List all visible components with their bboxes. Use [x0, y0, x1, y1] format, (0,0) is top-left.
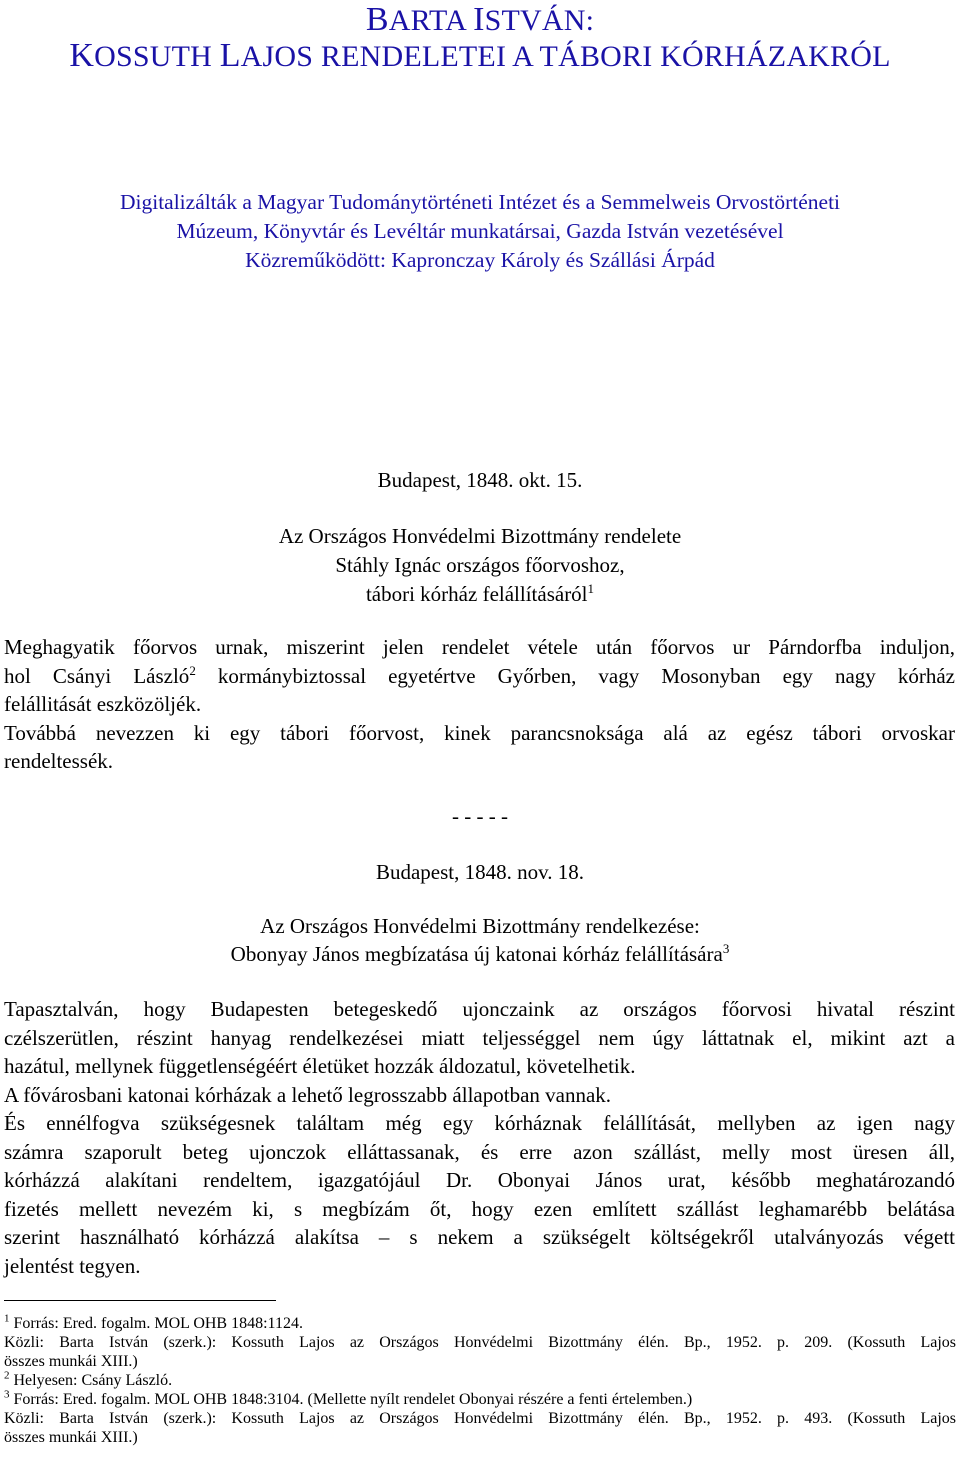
author-given-rest: STVÁN: [484, 4, 595, 37]
author-initial: B [365, 1, 389, 38]
text-line: rendeltessék. [4, 749, 114, 773]
text-line: fizetés mellett nevezém ki, s megbízám őt, hogy ezen említett szállást leghamarébb belátása [4, 1196, 955, 1221]
footnote-ref[interactable]: 2 [189, 662, 196, 678]
footnote-text: Forrás: Ered. fogalm. MOL OHB 1848:1124. [9, 1315, 303, 1332]
footnote-2 [4, 1371, 956, 1390]
section-heading [0, 940, 960, 968]
paragraph [4, 633, 955, 776]
heading-text: Obonyay János megbízatása új katonai kórház felállítására [230, 942, 723, 966]
text-line: hazátul, mellynek függetlenségéért életüket hozzák áldozatul, követelhetik. [4, 1054, 636, 1078]
section-heading: Az Országos Honvédelmi Bizottmány rendelete [278, 524, 682, 548]
paragraph [4, 995, 955, 1280]
dateline: Budapest, 1848. nov. 18. [375, 860, 585, 884]
footnote-text: összes munkái XIII.) [4, 1429, 138, 1446]
text-line: Tapasztalván, hogy Budapesten betegeskedő ujonczaink az országos főorvosi hivatal részint [4, 997, 955, 1021]
footnote-number: 2 [4, 1369, 10, 1382]
text-line: szerint használható kórházzá alakítsa – s nekem a szükségelt költségekről utalványozás végett [4, 1225, 955, 1249]
section-separator: - - - - - [452, 804, 508, 828]
text-line: És ennélfogva szükségesnek találtam még egy kórháznak felállítását, mellyben az igen nagy [4, 1111, 955, 1135]
text-line: Meghagyatik főorvos urnak, miszerint jelen rendelet vétele után főorvos ur Párndorfba induljon, [4, 635, 955, 659]
footnote-text: összes munkái XIII.) [4, 1353, 138, 1370]
footnote-text: Forrás: Ered. fogalm. MOL OHB 1848:3104. (Mellette nyílt rendelet Obonyai részére a fenti értelemben.) [9, 1391, 693, 1408]
text-line: Továbbá nevezzen ki egy tábori főorvost, kinek parancsnoksága alá az egész tábori orvoskar [4, 720, 955, 745]
footnote-ref[interactable]: 3 [722, 941, 730, 956]
text-line: kórházzá alakítani rendeltem, igazgatójául Dr. Obonyai János urat, később meghatározandó [4, 1168, 955, 1192]
digitization-credits [0, 188, 960, 275]
title-part-2: AJOS RENDELETEI A TÁBORI KÓRHÁZAKRÓL [240, 40, 891, 73]
title-initial: K [69, 37, 95, 74]
section-heading: Stáhly Ignác országos főorvoshoz, [335, 553, 625, 577]
text-line: számra szaporult beteg ujonczok elláttassanak, és erre azon szállást, melly most üresen áll, [4, 1139, 955, 1164]
text-line: felállitását eszközöljék. [4, 692, 202, 716]
section-heading [0, 580, 960, 608]
text-line [4, 662, 955, 691]
footnote-1 [4, 1314, 956, 1333]
text-line: jelentést tegyen. [4, 1253, 141, 1278]
heading-text: tábori kórház felállításáról [365, 582, 588, 606]
text-span: hol Csányi László [4, 663, 190, 688]
footnote-text: Közli: Barta István (szerk.): Kossuth Lajos az Országos Honvédelmi Bizottmány élén. Bp., 1952. p. 493. (Kossuth Lajos [4, 1410, 956, 1427]
text-line: czélszerütlen, részint hanyag rendelkezései miatt teljességgel nem úgy láttatnak el, mikint azt a [4, 1025, 955, 1050]
credits-line: Közreműködött: Kapronczay Károly és Szállási Árpád [245, 248, 715, 272]
footnotes [4, 1314, 956, 1447]
credits-line: Digitalizálták a Magyar Tudománytörténeti Intézet és a Semmelweis Orvostörténeti [119, 190, 841, 214]
dateline: Budapest, 1848. okt. 15. [377, 468, 583, 492]
document-title [0, 38, 960, 75]
footnote-number: 1 [4, 1312, 10, 1325]
footnote-text: Közli: Barta István (szerk.): Kossuth Lajos az Országos Honvédelmi Bizottmány élén. Bp., 1952. p. 209. (Kossuth Lajos [4, 1334, 956, 1351]
title-part-1: OSSUTH [94, 40, 220, 73]
section-heading: Az Országos Honvédelmi Bizottmány rendelkezése: [260, 914, 700, 938]
footnote-number: 3 [4, 1388, 10, 1401]
footnote-text: Helyesen: Csány László. [9, 1372, 173, 1389]
footnote-3 [4, 1390, 956, 1409]
credits-line: Múzeum, Könyvtár és Levéltár munkatársai, Gazda István vezetésével [176, 219, 784, 243]
author-initial-2: I [473, 1, 485, 38]
footnote-divider [4, 1300, 276, 1301]
author-surname-rest: ARTA [388, 4, 474, 37]
author-name [0, 2, 960, 39]
text-span: kormánybiztossal egyetértve Győrben, vagy Mosonyban egy nagy kórház [195, 663, 955, 688]
title-initial-2: L [219, 37, 241, 74]
footnote-ref[interactable]: 1 [587, 581, 595, 596]
text-line: A fővárosbani katonai kórházak a lehető legrosszabb állapotban vannak. [4, 1082, 612, 1107]
